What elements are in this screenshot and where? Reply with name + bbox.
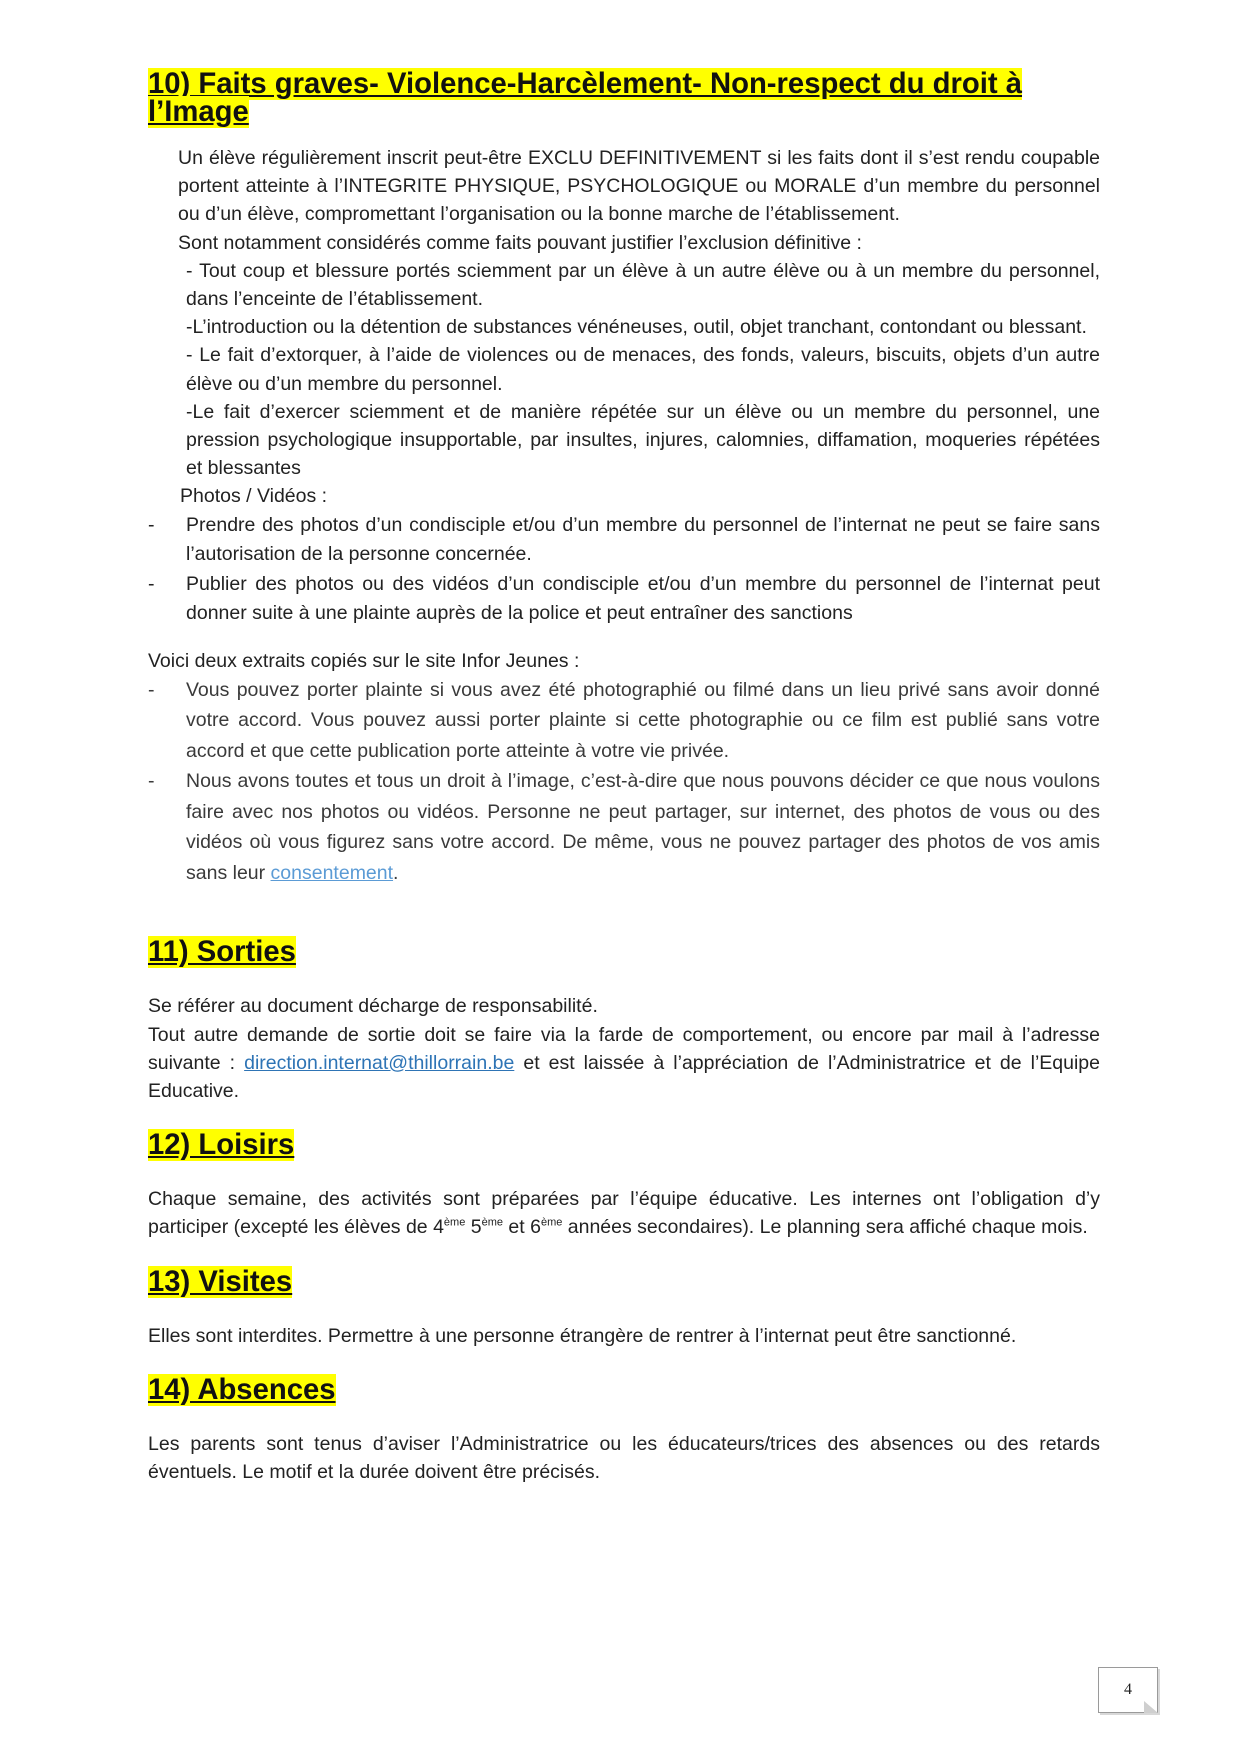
superscript: ème xyxy=(443,1216,466,1229)
photos-colon: : xyxy=(316,485,328,508)
section-13-heading-text: 13) Visites xyxy=(148,1265,293,1298)
infor-extract-item: - Vous pouvez porter plainte si vous avez été photographié ou filmé dans un lieu privé sans avoir donné votre accord. Vous pouvez aussi porter plainte si cette photographie ou ce film est publié sans votre accord et que cette publication porte atteinte à votre vie privée. xyxy=(148,675,1100,767)
photos-rules-list xyxy=(148,511,1100,629)
infor-extract-item xyxy=(148,766,1100,888)
text-run: Nous avons toutes et tous un droit à l’image, c’est-à-dire que nous pouvons décider ce que nous voulons faire avec nos photos ou vidéos. Personne ne peut partager, sur internet, des photos de vous ou des vidéos où vous figurez sans votre accord. De même, vous ne pouvez partager des photos de vos amis sans leur xyxy=(186,770,1100,884)
text-run: Chaque semaine, des activités sont préparées par l’équipe éducative. Les internes ont l’obligation d’y participer (excepté les élèves de 4 xyxy=(148,1188,1100,1239)
moral-emphasis: MORALE xyxy=(774,175,857,198)
sorties-line-2 xyxy=(148,1021,1100,1106)
text-run: Un élève régulièrement inscrit peut-être xyxy=(178,147,528,169)
photos-title: Photos / Vidéos xyxy=(180,485,317,508)
exclusion-paragraph xyxy=(178,144,1100,229)
section-11-heading-text: 11) Sorties xyxy=(148,936,296,969)
photo-rule-item: - Prendre des photos d’un condisciple et/ou d’un membre du personnel de l’internat ne peut se faire sans l’autorisation de la personne concernée. xyxy=(148,511,1100,570)
absences-paragraph: Les parents sont tenus d’aviser l’Administratrice ou les éducateurs/trices des absences ou des retards éventuels. Le motif et la durée doivent être précisés. xyxy=(148,1432,1100,1483)
section-12-heading-text: 12) Loisirs xyxy=(148,1129,295,1162)
section-14-heading xyxy=(148,1373,1100,1406)
section-13-heading xyxy=(148,1265,1100,1298)
photos-subheading xyxy=(148,482,1100,510)
serious-act-item: - Le fait d’extorquer, à l’aide de violences ou de menaces, des fonds, valeurs, biscuits, objets d’un autre élève ou d’un membre du personnel. xyxy=(186,344,1100,395)
justification-intro: Sont notamment considérés comme faits pouvant justifier l’exclusion définitive : xyxy=(178,231,862,254)
superscript: ème xyxy=(481,1216,503,1229)
text-run: d’un membre du personnel ou d’un élève, compromettant l’organisation ou la bonne marche de l’établissement. xyxy=(178,175,1101,226)
serious-act-item: -Le fait d’exercer sciemment et de manière répétée sur un élève ou un membre du personnel, une pression psychologique insupportable, par insultes, injures, calomnies, diffamation, moqueries répétées et blessantes xyxy=(186,400,1100,480)
text-run: et est laissée à l’appréciation de l’Administratrice et de l’Equipe Educative. xyxy=(148,1051,1101,1102)
visites-paragraph: Elles sont interdites. Permettre à une personne étrangère de rentrer à l’internat peut être sanctionné. xyxy=(148,1324,1017,1347)
serious-act-item: -L’introduction ou la détention de substances vénéneuses, outil, objet tranchant, contondant ou blessant. xyxy=(186,316,1087,339)
superscript: ème xyxy=(540,1216,563,1229)
document-page xyxy=(148,70,1100,1486)
loisirs-paragraph xyxy=(148,1185,1100,1241)
photo-rule-item: - Publier des photos ou des vidéos d’un condisciple et/ou d’un membre du personnel de l’internat peut donner suite à une plainte auprès de la police et peut entraîner des sanctions xyxy=(148,570,1100,629)
infor-jeunes-extracts xyxy=(148,675,1100,889)
page-number-box xyxy=(1098,1667,1158,1713)
section-10-heading-text: 10) Faits graves- Violence-Harcèlement- Non-respect du droit à l’Image xyxy=(148,68,1022,128)
serious-acts-list xyxy=(148,257,1100,483)
integrity-emphasis: INTEGRITE PHYSIQUE, PSYCHOLOGIQUE xyxy=(343,175,739,198)
page-number: 4 xyxy=(1124,1681,1132,1698)
section-11-heading xyxy=(148,936,1100,969)
text-run: . xyxy=(393,861,399,884)
exclusion-emphasis: EXCLU DEFINITIVEMENT xyxy=(527,147,762,169)
direction-email-link[interactable]: direction.internat@thillorrain.be xyxy=(244,1051,515,1074)
text-run: Tout autre demande de sortie doit se faire via la farde de comportement, ou encore par mail à l’adresse suivante : xyxy=(148,1023,1100,1074)
section-10-heading xyxy=(148,70,1100,126)
sorties-line-1: Se référer au document décharge de responsabilité. xyxy=(148,995,598,1018)
text-run: années secondaires). Le planning sera affiché chaque mois. xyxy=(562,1216,1088,1239)
text-run: ou xyxy=(738,175,775,198)
infor-jeunes-intro: Voici deux extraits copiés sur le site Infor Jeunes : xyxy=(148,649,580,672)
text-run: 5 xyxy=(465,1216,482,1239)
consentement-link[interactable]: consentement xyxy=(270,861,394,884)
page-curl-icon xyxy=(1144,1701,1158,1713)
text-run: si les faits dont il s’est rendu coupable portent atteinte à l’ xyxy=(178,147,1100,198)
section-10-body xyxy=(148,144,1100,257)
text-run: et 6 xyxy=(503,1216,541,1239)
serious-act-item: - Tout coup et blessure portés sciemment par un élève à un autre élève ou à un membre du personnel, dans l’enceinte de l’établissement. xyxy=(186,259,1100,311)
section-14-heading-text: 14) Absences xyxy=(148,1373,336,1406)
section-12-heading xyxy=(148,1129,1100,1162)
